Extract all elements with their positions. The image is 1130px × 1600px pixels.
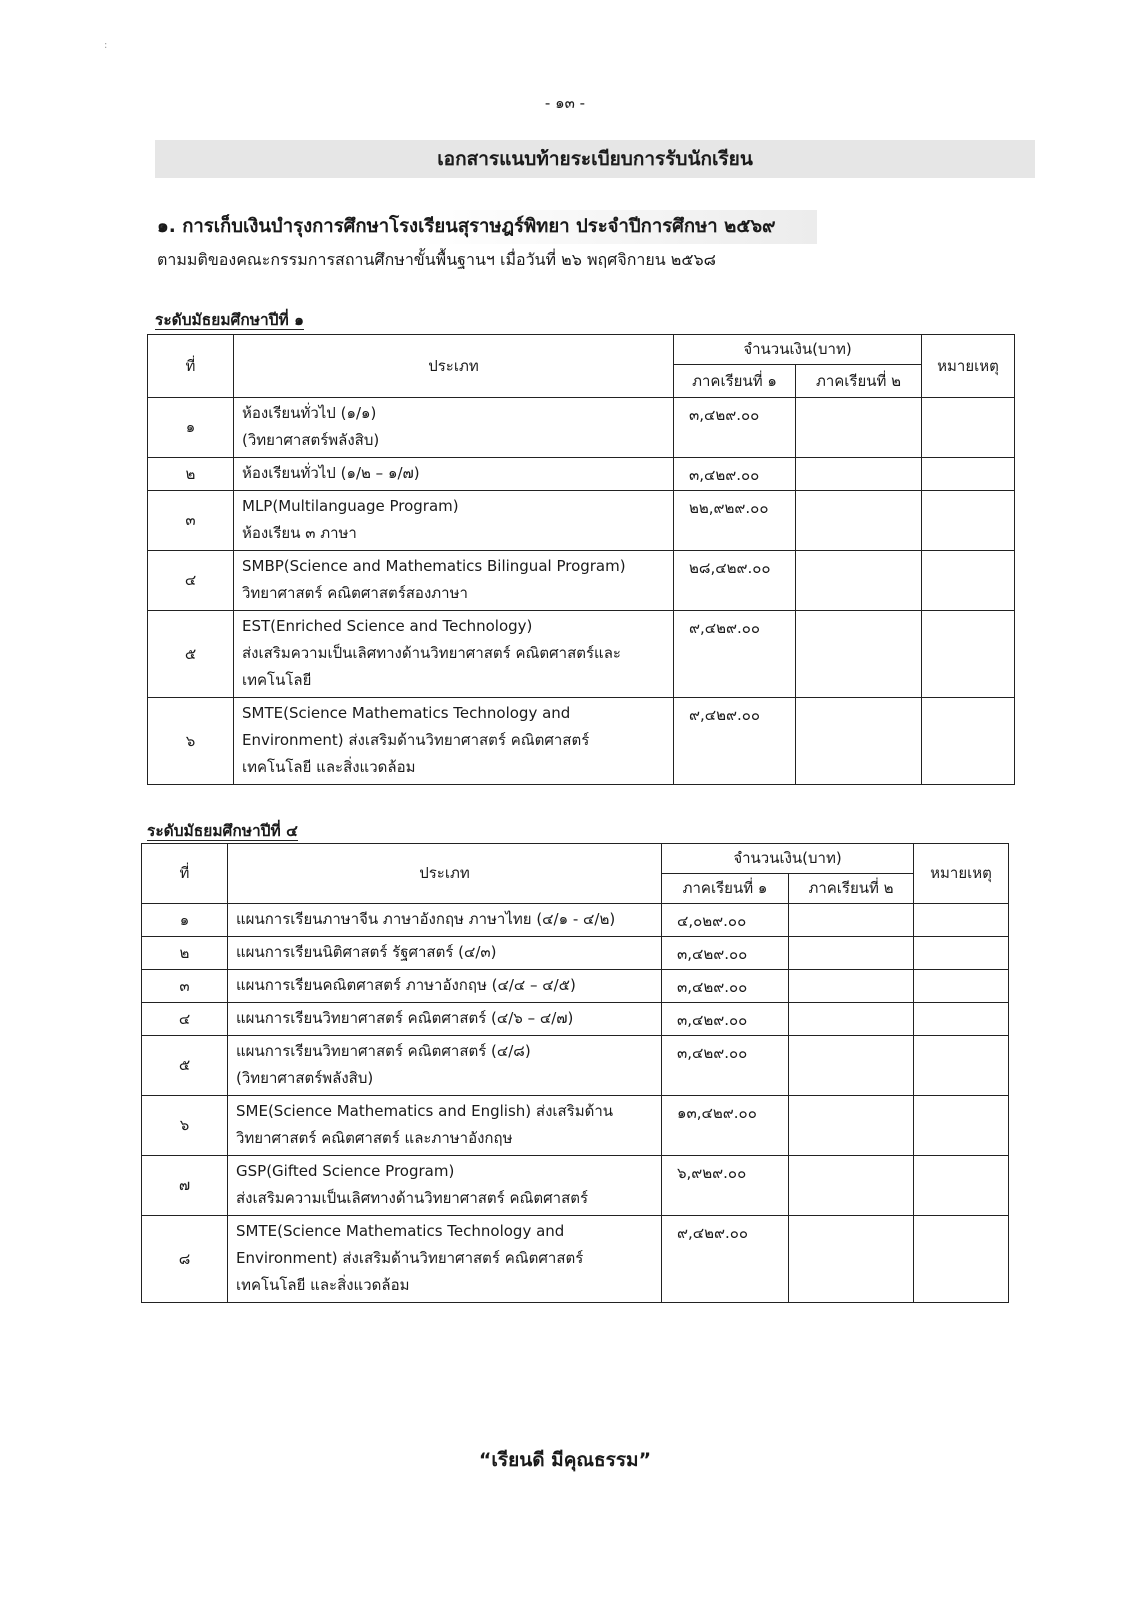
table-row [142,904,1009,937]
type-line: วิทยาศาสตร์ คณิตศาสตร์สองภาษา [242,584,468,602]
section-heading: ๑. การเก็บเงินบำรุงการศึกษาโรงเรียนสุราษฎร์พิทยา ประจำปีการศึกษา ๒๕๖๙ [155,210,817,244]
row-type [228,1036,662,1096]
row-type [234,551,674,611]
row-number: ๔ [142,1003,228,1036]
row-type [228,904,662,937]
table-row [148,398,1015,458]
m1-fee-table [147,334,1015,785]
type-line: เทคโนโลยี และสิ่งแวดล้อม [242,758,416,776]
table-row [148,698,1015,785]
term1-amount: ๒๒,๙๒๙.๐๐ [674,491,796,551]
type-line: แผนการเรียนภาษาจีน ภาษาอังกฤษ ภาษาไทย (๔/๑ - ๔/๒) [236,910,616,928]
type-line: Environment) ส่งเสริมด้านวิทยาศาสตร์ คณิตศาสตร์ [242,731,590,749]
type-line: ส่งเสริมความเป็นเลิศทางด้านวิทยาศาสตร์ คณิตศาสตร์และ [242,644,621,662]
term1-amount: ๙,๔๒๙.๐๐ [674,611,796,698]
term2-amount [796,611,922,698]
page-number: - ๑๓ - [544,94,586,112]
table-row [148,458,1015,491]
row-type [228,1156,662,1216]
margin-mark: : [104,40,108,51]
term2-amount [789,904,914,937]
table-row [142,1156,1009,1216]
term2-amount [789,1036,914,1096]
type-line: SME(Science Mathematics and English) ส่งเสริมด้าน [236,1102,614,1120]
type-line: วิทยาศาสตร์ คณิตศาสตร์ และภาษาอังกฤษ [236,1129,513,1147]
header-type: ประเภท [234,335,674,398]
row-number: ๖ [142,1096,228,1156]
table-row [142,970,1009,1003]
row-type [228,970,662,1003]
term1-amount: ๔,๐๒๙.๐๐ [662,904,789,937]
header-term2: ภาคเรียนที่ ๒ [789,874,914,904]
term1-amount: ๒๘,๔๒๙.๐๐ [674,551,796,611]
header-remark: หมายเหตุ [922,335,1015,398]
table-row [148,491,1015,551]
term1-amount: ๓,๔๒๙.๐๐ [662,1036,789,1096]
table-row [142,1096,1009,1156]
remark [914,904,1009,937]
remark [914,1036,1009,1096]
type-line: เทคโนโลยี [242,671,312,689]
type-line: SMTE(Science Mathematics Technology and [242,704,571,722]
row-number: ๘ [142,1216,228,1303]
remark [914,1003,1009,1036]
header-term1: ภาคเรียนที่ ๑ [662,874,789,904]
remark [914,1096,1009,1156]
m4-fee-table [141,843,1009,1303]
type-line: แผนการเรียนนิติศาสตร์ รัฐศาสตร์ (๔/๓) [236,943,497,961]
section-subheading: ตามมติของคณะกรรมการสถานศึกษาขั้นพื้นฐานฯ เมื่อวันที่ ๒๖ พฤศจิกายน ๒๕๖๘ [157,250,716,269]
table-row [148,611,1015,698]
m1-table-body [148,398,1015,785]
term1-amount: ๓,๔๒๙.๐๐ [662,970,789,1003]
row-number: ๕ [142,1036,228,1096]
row-number: ๓ [142,970,228,1003]
type-line: MLP(Multilanguage Program) [242,497,459,515]
row-type [234,458,674,491]
row-type [228,937,662,970]
header-amount: จำนวนเงิน(บาท) [662,844,914,874]
type-line: SMTE(Science Mathematics Technology and [236,1222,565,1240]
remark [914,970,1009,1003]
school-motto: “เรียนดี มีคุณธรรม” [478,1449,652,1471]
term2-amount [789,1216,914,1303]
table-row [142,1036,1009,1096]
row-number: ๒ [142,937,228,970]
term2-amount [789,1003,914,1036]
term1-amount: ๓,๔๒๙.๐๐ [662,1003,789,1036]
term2-amount [789,1156,914,1216]
type-line: Environment) ส่งเสริมด้านวิทยาศาสตร์ คณิตศาสตร์ [236,1249,584,1267]
type-line: GSP(Gifted Science Program) [236,1162,455,1180]
document-title: เอกสารแนบท้ายระเบียบการรับนักเรียน [155,140,1035,178]
header-remark: หมายเหตุ [914,844,1009,904]
row-type [228,1096,662,1156]
row-number: ๒ [148,458,234,491]
row-type [234,611,674,698]
m4-level-label: ระดับมัธยมศึกษาปีที่ ๔ [147,822,298,840]
type-line: (วิทยาศาสตร์พลังสิบ) [242,431,380,449]
row-number: ๑ [148,398,234,458]
remark [922,551,1015,611]
header-amount: จำนวนเงิน(บาท) [674,335,922,365]
remark [922,491,1015,551]
type-line: (วิทยาศาสตร์พลังสิบ) [236,1069,374,1087]
term1-amount: ๑๓,๔๒๙.๐๐ [662,1096,789,1156]
table-row [142,1216,1009,1303]
type-line: EST(Enriched Science and Technology) [242,617,533,635]
row-number: ๑ [142,904,228,937]
type-line: ส่งเสริมความเป็นเลิศทางด้านวิทยาศาสตร์ คณิตศาสตร์ [236,1189,589,1207]
remark [922,698,1015,785]
row-number: ๕ [148,611,234,698]
remark [914,1156,1009,1216]
remark [914,937,1009,970]
term2-amount [796,551,922,611]
term1-amount: ๓,๔๒๙.๐๐ [674,458,796,491]
row-number: ๓ [148,491,234,551]
row-type [234,398,674,458]
term1-amount: ๓,๔๒๙.๐๐ [674,398,796,458]
row-type [228,1003,662,1036]
term1-amount: ๓,๔๒๙.๐๐ [662,937,789,970]
term2-amount [789,970,914,1003]
term2-amount [796,491,922,551]
term1-amount: ๙,๔๒๙.๐๐ [674,698,796,785]
term1-amount: ๙,๔๒๙.๐๐ [662,1216,789,1303]
type-line: เทคโนโลยี และสิ่งแวดล้อม [236,1276,410,1294]
remark [922,458,1015,491]
m4-table-body [142,904,1009,1303]
term2-amount [789,1096,914,1156]
table-row [142,937,1009,970]
row-number: ๖ [148,698,234,785]
header-type: ประเภท [228,844,662,904]
row-type [234,491,674,551]
header-no: ที่ [148,335,234,398]
m1-level-label: ระดับมัธยมศึกษาปีที่ ๑ [155,311,304,329]
type-line: แผนการเรียนวิทยาศาสตร์ คณิตศาสตร์ (๔/๘) [236,1042,531,1060]
term1-amount: ๖,๙๒๙.๐๐ [662,1156,789,1216]
row-type [228,1216,662,1303]
header-term1: ภาคเรียนที่ ๑ [674,365,796,398]
table-row [148,551,1015,611]
term2-amount [789,937,914,970]
row-number: ๗ [142,1156,228,1216]
header-term2: ภาคเรียนที่ ๒ [796,365,922,398]
table-row [142,1003,1009,1036]
type-line: แผนการเรียนวิทยาศาสตร์ คณิตศาสตร์ (๔/๖ – ๔/๗) [236,1009,574,1027]
term2-amount [796,698,922,785]
remark [922,398,1015,458]
row-number: ๔ [148,551,234,611]
header-no: ที่ [142,844,228,904]
type-line: SMBP(Science and Mathematics Bilingual Program) [242,557,626,575]
remark [922,611,1015,698]
type-line: ห้องเรียน ๓ ภาษา [242,524,357,542]
remark [914,1216,1009,1303]
term2-amount [796,398,922,458]
term2-amount [796,458,922,491]
row-type [234,698,674,785]
type-line: ห้องเรียนทั่วไป (๑/๑) [242,404,377,422]
type-line: แผนการเรียนคณิตศาสตร์ ภาษาอังกฤษ (๔/๔ – ๔/๕) [236,976,576,994]
type-line: ห้องเรียนทั่วไป (๑/๒ – ๑/๗) [242,464,420,482]
